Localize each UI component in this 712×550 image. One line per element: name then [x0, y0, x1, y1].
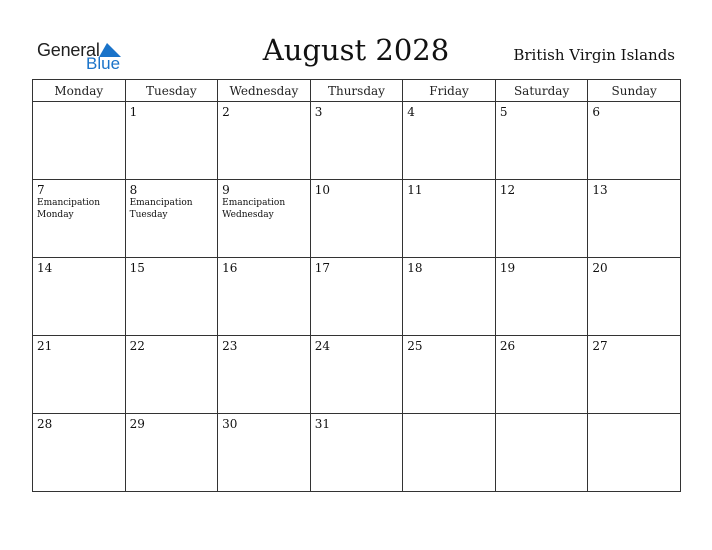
day-number: 21	[37, 339, 53, 353]
day-number: 8	[129, 183, 138, 197]
day-number: 30	[222, 417, 238, 431]
day-number: 23	[222, 339, 238, 353]
week-row	[33, 414, 681, 492]
day-cell	[588, 414, 681, 492]
day-cell	[588, 336, 681, 414]
day-number: 4	[407, 105, 415, 119]
day-cell	[403, 336, 496, 414]
day-number: 22	[129, 339, 145, 353]
day-number	[33, 102, 125, 105]
day-number: 26	[499, 339, 516, 353]
day-cell	[403, 414, 496, 492]
day-number: 16	[222, 261, 238, 275]
week-row	[33, 336, 681, 414]
day-number: 19	[499, 261, 516, 275]
day-number: 14	[37, 261, 53, 275]
day-cell	[310, 258, 403, 336]
holiday-label: Emancipation Wednesday	[222, 198, 286, 220]
day-cell	[218, 102, 311, 180]
day-number: 24	[314, 339, 330, 353]
weekday-header: Thursday	[310, 80, 403, 102]
region-label: British Virgin Islands	[513, 46, 675, 64]
holiday-label: Emancipation Tuesday	[129, 198, 193, 220]
day-cell	[310, 414, 403, 492]
calendar-body	[33, 102, 681, 492]
day-cell	[125, 336, 218, 414]
day-number: 25	[407, 339, 423, 353]
day-cell	[403, 180, 496, 258]
day-cell	[310, 102, 403, 180]
day-number: 9	[222, 183, 230, 197]
day-cell	[310, 180, 403, 258]
day-number: 2	[222, 105, 230, 119]
day-number	[496, 414, 588, 417]
day-cell	[33, 414, 126, 492]
day-number: 6	[592, 105, 601, 119]
holiday-label: Emancipation Monday	[37, 198, 101, 220]
day-number: 29	[129, 417, 145, 431]
weekday-header: Friday	[403, 80, 496, 102]
day-cell	[125, 180, 218, 258]
weekday-header-row	[33, 80, 681, 102]
day-number	[403, 414, 495, 417]
day-cell	[218, 336, 311, 414]
day-number: 1	[129, 105, 138, 119]
day-number: 13	[592, 183, 608, 197]
day-cell	[588, 258, 681, 336]
day-number: 15	[129, 261, 145, 275]
day-cell	[495, 180, 588, 258]
day-cell	[588, 180, 681, 258]
day-cell	[588, 102, 681, 180]
weekday-header: Tuesday	[125, 80, 218, 102]
day-cell	[403, 258, 496, 336]
day-cell	[495, 102, 588, 180]
day-number: 31	[314, 417, 330, 431]
day-number: 17	[314, 261, 330, 275]
day-cell	[125, 102, 218, 180]
weekday-header: Sunday	[588, 80, 681, 102]
day-cell	[33, 102, 126, 180]
day-cell	[33, 180, 126, 258]
weekday-header: Wednesday	[218, 80, 311, 102]
logo-text-blue: Blue	[86, 54, 121, 73]
day-cell	[125, 414, 218, 492]
weekday-header: Saturday	[495, 80, 588, 102]
week-row	[33, 258, 681, 336]
week-row	[33, 180, 681, 258]
day-number	[588, 414, 680, 417]
day-cell	[310, 336, 403, 414]
day-number: 5	[499, 105, 508, 119]
day-cell	[33, 258, 126, 336]
day-cell	[495, 336, 588, 414]
day-cell	[218, 258, 311, 336]
day-cell	[403, 102, 496, 180]
day-number: 18	[407, 261, 423, 275]
day-number: 27	[592, 339, 608, 353]
week-row	[33, 102, 681, 180]
day-cell	[495, 414, 588, 492]
day-cell	[218, 414, 311, 492]
calendar-grid	[32, 79, 681, 492]
day-number: 7	[37, 183, 45, 197]
day-cell	[495, 258, 588, 336]
day-cell	[218, 180, 311, 258]
day-number: 10	[314, 183, 330, 197]
day-number: 28	[37, 417, 53, 431]
day-number: 12	[499, 183, 516, 197]
calendar-title: August 2028	[262, 33, 450, 67]
day-cell	[125, 258, 218, 336]
logo-text-general: General	[37, 40, 100, 60]
day-number: 3	[314, 105, 323, 119]
day-cell	[33, 336, 126, 414]
weekday-header: Monday	[33, 80, 126, 102]
day-number: 11	[407, 183, 423, 197]
day-number: 20	[592, 261, 608, 275]
